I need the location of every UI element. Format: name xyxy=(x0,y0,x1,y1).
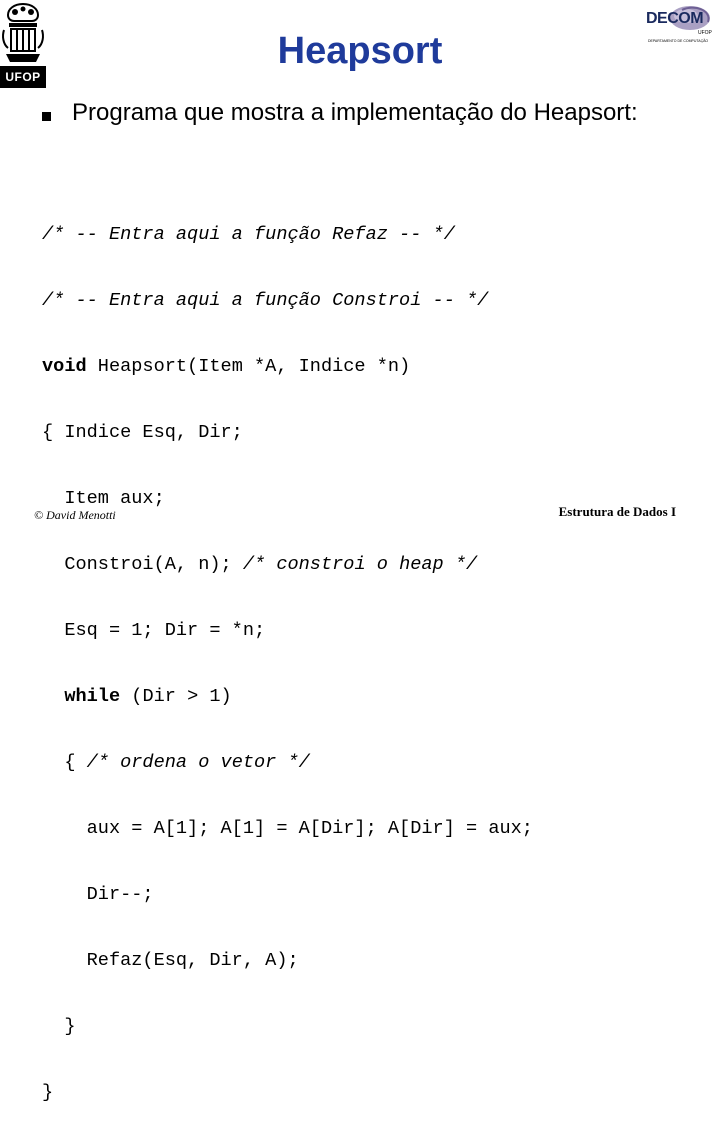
code-text: Item aux; xyxy=(42,488,165,509)
decom-logo-subtitle: DEPARTAMENTO DE COMPUTAÇÃO xyxy=(648,39,709,43)
code-text: Dir--; xyxy=(42,884,154,905)
code-comment: /* constroi o heap */ xyxy=(242,554,478,575)
code-line xyxy=(42,224,533,246)
code-line xyxy=(42,488,533,510)
code-line xyxy=(42,290,533,312)
footer-course: Estrutura de Dados I xyxy=(558,504,676,519)
decom-logo-word: DECOM xyxy=(646,10,704,27)
code-line xyxy=(42,950,533,972)
code-text: Heapsort(Item *A, Indice *n) xyxy=(86,356,411,377)
bullet-text: Programa que mostra a implementação do Heapsort: xyxy=(72,99,638,126)
code-text: } xyxy=(42,1082,54,1103)
code-text: { Indice Esq, Dir; xyxy=(42,422,243,443)
slide-title: Heapsort xyxy=(277,30,443,72)
code-comment: /* ordena o vetor */ xyxy=(86,752,310,773)
footer-author: © David Menotti xyxy=(34,508,116,522)
code-text xyxy=(42,686,64,707)
decom-logo-ufop: UFOP xyxy=(698,30,712,36)
code-comment: /* -- Entra aqui a função Refaz -- */ xyxy=(42,224,455,245)
code-line xyxy=(42,554,533,576)
code-line xyxy=(42,1082,533,1104)
code-text: aux = A[1]; A[1] = A[Dir]; A[Dir] = aux; xyxy=(42,818,533,839)
code-text: (Dir > 1) xyxy=(120,686,232,707)
code-line xyxy=(42,422,533,444)
code-line xyxy=(42,686,533,708)
code-comment: /* -- Entra aqui a função Constroi -- */ xyxy=(42,290,489,311)
code-line xyxy=(42,752,533,774)
code-line xyxy=(42,818,533,840)
code-line xyxy=(42,884,533,906)
code-line xyxy=(42,620,533,642)
code-text: } xyxy=(42,1016,76,1037)
code-text: { xyxy=(42,752,87,773)
code-block xyxy=(42,180,533,1148)
ufop-logo-label: UFOP xyxy=(0,66,46,88)
code-keyword: void xyxy=(42,356,87,377)
code-line xyxy=(42,356,533,378)
code-keyword: while xyxy=(64,686,121,707)
code-text: Refaz(Esq, Dir, A); xyxy=(42,950,299,971)
code-line xyxy=(42,1016,533,1038)
square-bullet-icon xyxy=(42,112,51,121)
code-text: Constroi(A, n); xyxy=(42,554,243,575)
code-text: Esq = 1; Dir = *n; xyxy=(42,620,266,641)
